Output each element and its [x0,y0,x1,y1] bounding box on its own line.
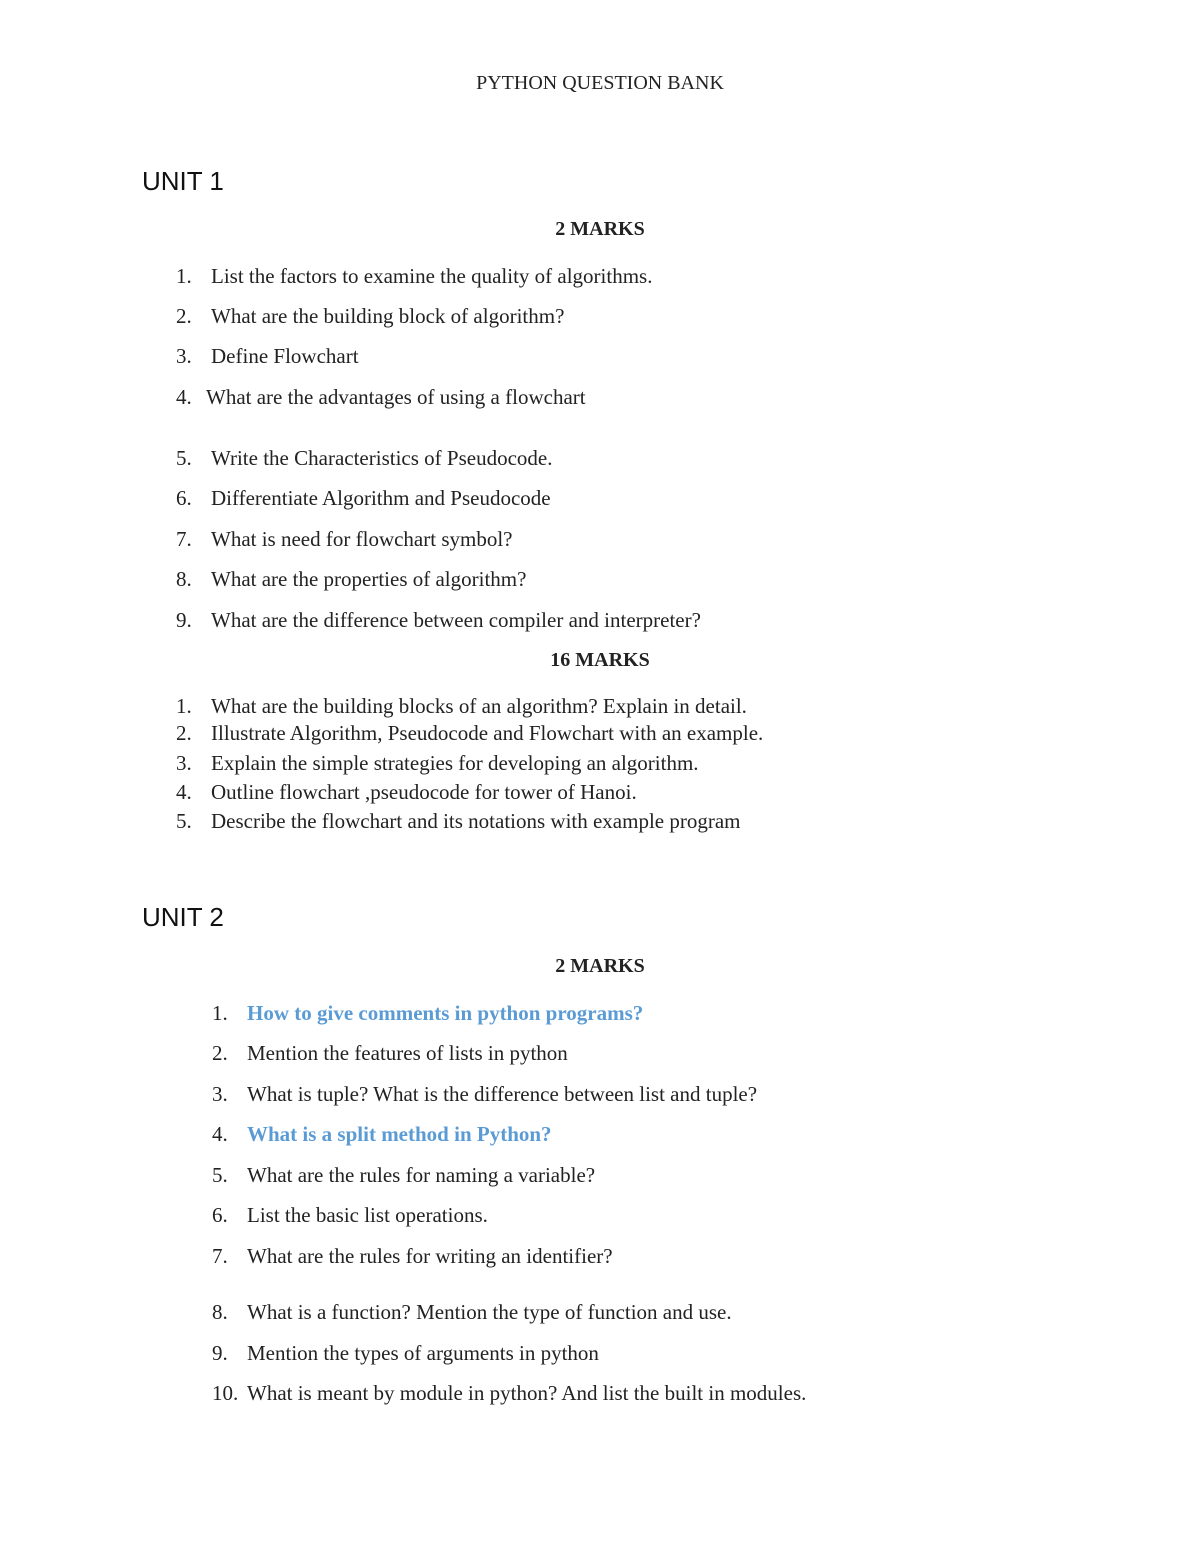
list-item-text: What are the difference between compiler and interpreter? [211,608,701,632]
list-item-number: 7. [212,1244,228,1268]
list-item-text: List the factors to examine the quality of algorithms. [211,264,653,288]
document-title: PYTHON QUESTION BANK [476,72,724,94]
list-item-number: 3. [212,1082,228,1106]
list-item-number: 9. [212,1341,228,1365]
list-item-number: 6. [176,486,192,510]
unit-2-2-marks-heading: 2 MARKS [555,955,645,977]
list-item-text: What are the building blocks of an algorithm? Explain in detail. [211,694,747,718]
list-item-number: 6. [212,1203,228,1227]
list-item-number: 1. [212,1001,228,1025]
list-item-number: 8. [212,1300,228,1324]
list-item-number: 9. [176,608,192,632]
list-item-number: 10. [212,1381,239,1405]
list-item-number: 5. [176,446,192,470]
list-item-text: Explain the simple strategies for developing an algorithm. [211,751,699,775]
unit-1-16-marks-heading: 16 MARKS [550,649,650,671]
list-item-text: Differentiate Algorithm and Pseudocode [211,486,551,510]
list-item-number: 5. [176,809,192,833]
list-item-number: 2. [176,721,192,745]
list-item-text: Illustrate Algorithm, Pseudocode and Flowchart with an example. [211,721,764,745]
list-item-number: 2. [212,1041,228,1065]
list-item-number: 4. [176,780,192,804]
list-item-text: What are the rules for writing an identifier? [247,1244,613,1268]
list-item-text: What is a function? Mention the type of function and use. [247,1300,732,1324]
list-item-text: What is meant by module in python? And list the built in modules. [247,1381,807,1405]
list-item-text: How to give comments in python programs? [247,1001,644,1025]
unit-1-heading: UNIT 1 [142,166,224,196]
unit-2-heading: UNIT 2 [142,902,224,932]
list-item-text: What are the advantages of using a flowchart [206,385,586,409]
list-item-number: 2. [176,304,192,328]
list-item-text: What are the rules for naming a variable? [247,1163,596,1187]
list-item-text: What is a split method in Python? [247,1122,552,1146]
list-item-number: 4. [212,1122,228,1146]
list-item-text: What is need for flowchart symbol? [211,527,513,551]
list-item-number: 4. [176,385,192,409]
list-item-text: Outline flowchart ,pseudocode for tower of Hanoi. [211,780,637,804]
list-item-text: List the basic list operations. [247,1203,488,1227]
list-item-number: 8. [176,567,192,591]
list-item-text: Describe the flowchart and its notations with example program [211,809,741,833]
list-item-text: Mention the features of lists in python [247,1041,568,1065]
list-item-number: 1. [176,264,192,288]
list-item-number: 3. [176,751,192,775]
list-item-number: 1. [176,694,192,718]
list-item-text: Write the Characteristics of Pseudocode. [211,446,553,470]
list-item-number: 5. [212,1163,228,1187]
list-item-number: 3. [176,344,192,368]
list-item-text: What are the properties of algorithm? [211,567,527,591]
list-item-text: Define Flowchart [211,344,359,368]
list-item-text: What are the building block of algorithm? [211,304,565,328]
unit-1-2-marks-heading: 2 MARKS [555,218,645,240]
list-item-number: 7. [176,527,192,551]
list-item-text: What is tuple? What is the difference between list and tuple? [247,1082,758,1106]
list-item-text: Mention the types of arguments in python [247,1341,599,1365]
